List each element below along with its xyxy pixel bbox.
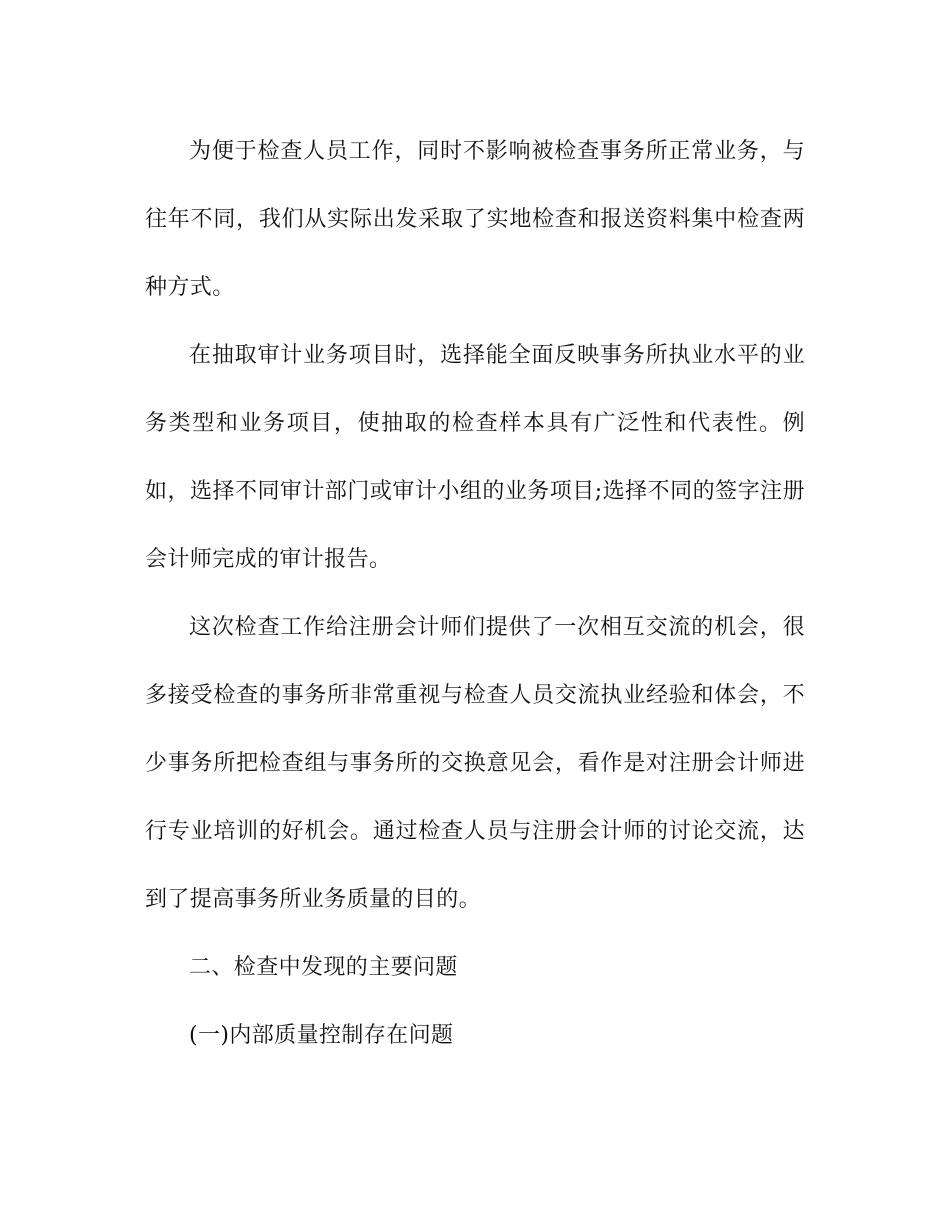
subsection-heading-internal-control: (一)内部质量控制存在问题 xyxy=(189,1023,454,1048)
section-heading-main-problems: 二、检查中发现的主要问题 xyxy=(189,955,458,980)
paragraph-inspection-method: 为便于检查人员工作，同时不影响被检查事务所正常业务，与往年不同，我们从实际出发采取了实地检查和报送资料集中检查两种方式。 xyxy=(145,139,805,300)
paragraph-sample-selection: 在抽取审计业务项目时，选择能全面反映事务所执业水平的业务类型和业务项目，使抽取的检查样本具有广泛性和代表性。例如，选择不同审计部门或审计小组的业务项目;选择不同的签字注册会计师完成的审计报告。 xyxy=(145,343,805,572)
paragraph-exchange-opportunity: 这次检查工作给注册会计师们提供了一次相互交流的机会，很多接受检查的事务所非常重视与检查人员交流执业经验和体会，不少事务所把检查组与事务所的交换意见会，看作是对注册会计师进行专业培训的好机会。通过检查人员与注册会计师的讨论交流，达到了提高事务所业务质量的目的。 xyxy=(145,615,805,912)
document-body xyxy=(145,118,805,1070)
